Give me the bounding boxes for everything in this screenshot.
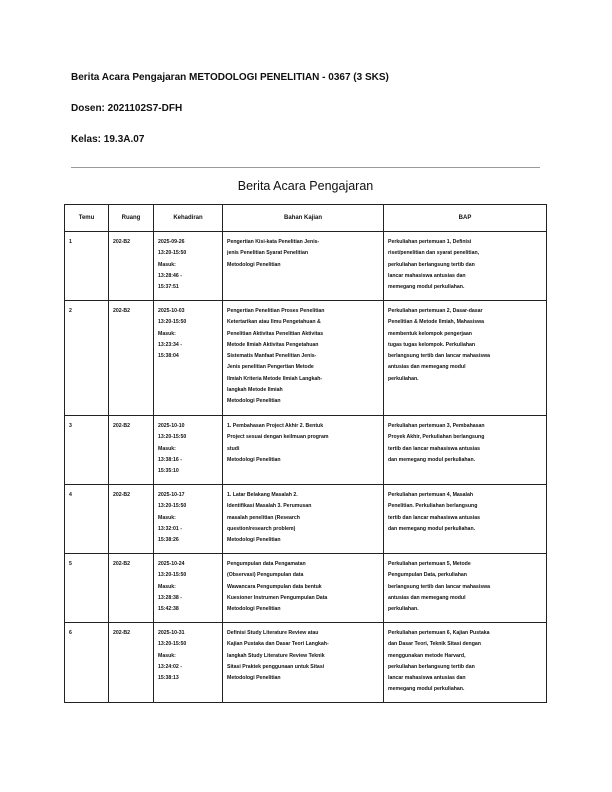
class-line: Kelas: 19.3A.07 xyxy=(71,134,145,145)
cell-bap: Perkuliahan pertemuan 3, Pembahasan Proyek Akhir, Perkuliahan berlangsung tertib dan lancar mahasiswa antusias dan memegang modul perkuliahan. xyxy=(388,423,485,463)
document-heading: Berita Acara Pengajaran METODOLOGI PENELITIAN - 0367 (3 SKS) xyxy=(71,72,389,83)
cell-temu: 6 xyxy=(69,630,72,636)
cell-kehadiran: 2025-10-10 13:20-15:50 Masuk: 13:38:16 - 15:35:10 xyxy=(158,423,187,475)
col-header-bap: BAP xyxy=(384,205,547,232)
cell-bap: Perkuliahan pertemuan 1, Definisi riset/penelitian dan syarat penelitian, perkuliahan berlangsung tertib dan lancar mahasiswa antusias dan memegang modul perkuliahan. xyxy=(388,239,480,291)
cell-bap: Perkuliahan pertemuan 4, Masalah Penelitian. Perkuliahan berlangsung tertib dan lancar mahasiswa antusias dan memegang modul perkuliahan. xyxy=(388,492,480,532)
cell-bahan-kajian: Pengertian Kisi-kata Penelitian Jenis- jenis Penelitian Syarat Penelitian Metodologi Penelitian xyxy=(227,239,320,268)
col-header-ruang: Ruang xyxy=(109,205,154,232)
lecturer-line: Dosen: 2021102S7-DFH xyxy=(71,103,183,114)
table-row xyxy=(65,554,547,623)
cell-ruang: 202-B2 xyxy=(113,630,131,636)
cell-ruang: 202-B2 xyxy=(113,561,131,567)
cell-ruang: 202-B2 xyxy=(113,492,131,498)
cell-bap: Perkuliahan pertemuan 5, Metode Pengumpulan Data, perkuliahan berlangsung tertib dan lancar mahasiswa antusias dan memegang modul perkuliahan. xyxy=(388,561,491,613)
table-row xyxy=(65,485,547,554)
cell-temu: 4 xyxy=(69,492,72,498)
cell-ruang: 202-B2 xyxy=(113,308,131,314)
cell-temu: 2 xyxy=(69,308,72,314)
bap-table xyxy=(64,204,547,703)
col-header-temu: Temu xyxy=(65,205,109,232)
cell-bap: Perkuliahan pertemuan 2, Dasar-dasar Penelitian & Metode Ilmiah, Mahasiswa membentuk kelompok pengerjaan tugas tugas kelompok. Perkuliahan berlangsung tertib dan lancar mahasiswa antusias dan memegang modul perkuliahan. xyxy=(388,308,491,382)
table-row xyxy=(65,232,547,301)
table-header-row xyxy=(65,205,547,232)
table-row xyxy=(65,623,547,703)
header-divider xyxy=(71,167,540,168)
cell-bahan-kajian: Pengertian Penelitian Proses Penelitian Ketertarikan atau Ilmu Pengetahuan & Penelitian Aktivitas Penelitian Aktivitas Metode Ilmiah Aktivitas Pengetahuan Sistematis Manfaat Penelitian Jenis- Jenis penelitian Pengertian Metode Ilmiah Kriteria Metode Ilmiah Langkah- langkah Metode Ilmiah Metodologi Penelitian xyxy=(227,308,325,405)
table-row xyxy=(65,416,547,485)
table-row xyxy=(65,301,547,416)
col-header-kehadiran: Kehadiran xyxy=(154,205,223,232)
cell-bahan-kajian: 1. Pembahasan Project Akhir 2. Bentuk Project sesuai dengan keilmuan program studi Metodologi Penelitian xyxy=(227,423,329,463)
cell-bahan-kajian: Definisi Study Literature Review atau Kajian Pustaka dan Dasar Teori Langkah- langkah Study Literature Review Teknik Sitasi Praktek penggunaan untuk Sitasi Metodologi Penelitian xyxy=(227,630,329,682)
cell-kehadiran: 2025-10-17 13:20-15:50 Masuk: 13:32:01 - 15:38:26 xyxy=(158,492,187,544)
cell-temu: 1 xyxy=(69,239,72,245)
cell-bap: Perkuliahan pertemuan 6, Kajian Pustaka dan Dasar Teori, Teknik Sitasi dengan menggunakan metode Harvard, perkuliahan berlangsung tertib dan lancar mahasiswa antusias dan memegang modul perkuliahan. xyxy=(388,630,490,693)
cell-temu: 3 xyxy=(69,423,72,429)
cell-ruang: 202-B2 xyxy=(113,423,131,429)
cell-ruang: 202-B2 xyxy=(113,239,131,245)
section-title: Berita Acara Pengajaran xyxy=(237,179,374,193)
cell-kehadiran: 2025-09-26 13:20-15:50 Masuk: 13:28:46 - 15:37:51 xyxy=(158,239,187,291)
cell-kehadiran: 2025-10-03 13:20-15:50 Masuk: 13:23:34 - 15:38:04 xyxy=(158,308,187,360)
cell-temu: 5 xyxy=(69,561,72,567)
cell-kehadiran: 2025-10-31 13:20-15:50 Masuk: 13:24:02 - 15:38:13 xyxy=(158,630,187,682)
cell-bahan-kajian: 1. Latar Belakang Masalah 2. Identifikasi Masalah 3. Perumusan masalah penelitian (Research question/research problem) Metodologi Penelitian xyxy=(227,492,312,544)
cell-kehadiran: 2025-10-24 13:20-15:50 Masuk: 13:28:38 - 15:42:38 xyxy=(158,561,187,613)
cell-bahan-kajian: Pengumpulan data Pengamatan (Observasi) Pengumpulan data Wawancara Pengumpulan data bentuk Kuesioner Instrumen Pengumpulan Data Metodologi Penelitian xyxy=(227,561,328,613)
col-header-bahan-kajian: Bahan Kajian xyxy=(223,205,384,232)
